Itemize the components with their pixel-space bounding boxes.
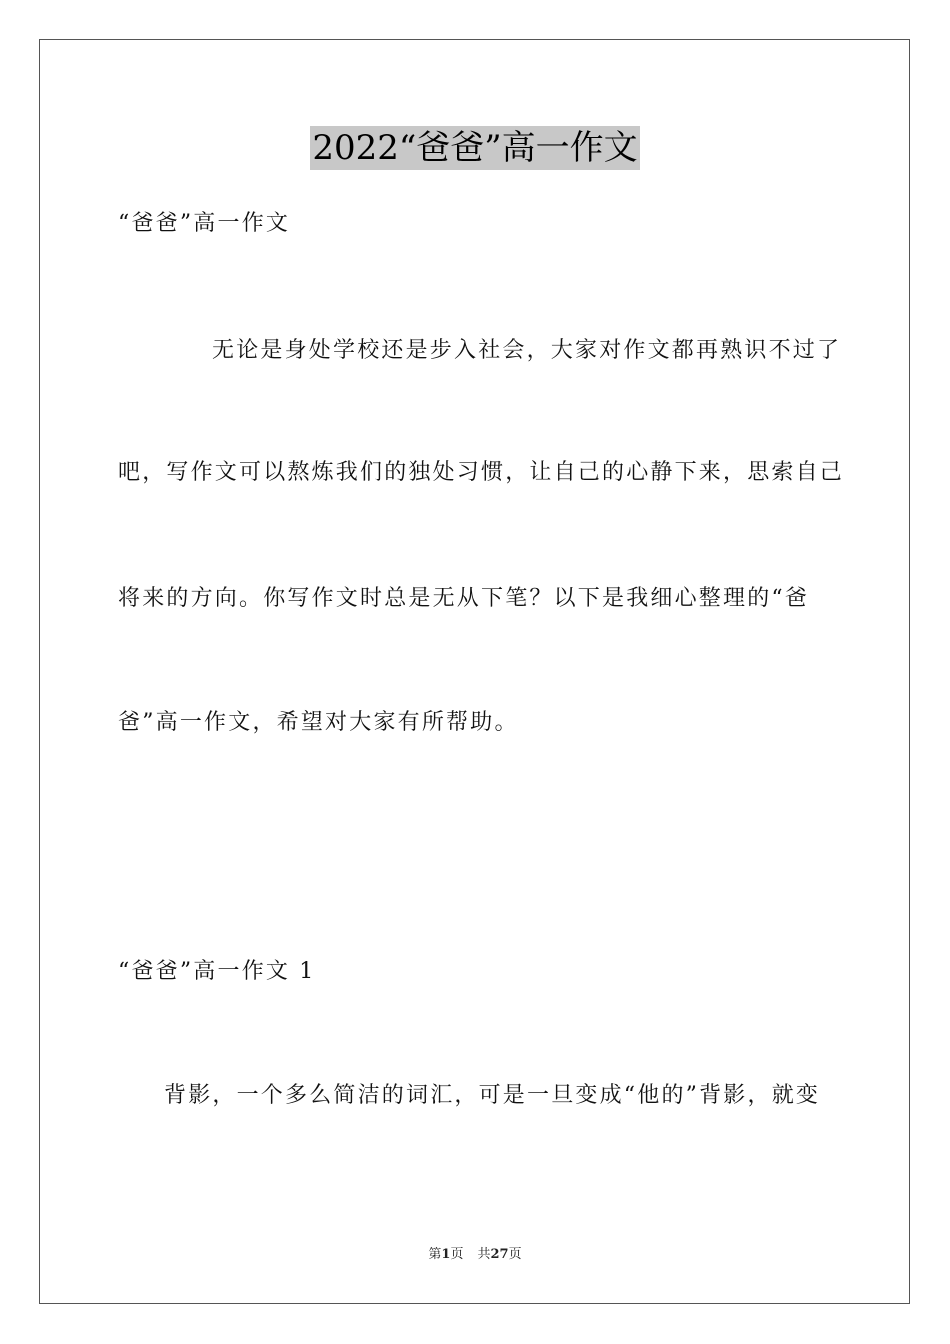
intro-line-2: 吧，写作文可以熬炼我们的独处习惯，让自己的心静下来，思索自己 (118, 460, 845, 485)
footer-total-prefix: 共 (477, 1247, 491, 1262)
intro-line-3: 将来的方向。你写作文时总是无从下笔？以下是我细心整理的“爸 (118, 586, 810, 611)
footer-total-suffix: 页 (508, 1247, 522, 1262)
intro-line-1: 无论是身处学校还是步入社会，大家对作文都再熟识不过了 (212, 338, 842, 363)
title-container (0, 126, 950, 170)
document-subtitle: “爸爸”高一作文 (118, 211, 291, 236)
page-footer (0, 1246, 950, 1264)
footer-page-prefix: 第 (428, 1247, 442, 1262)
footer-page-suffix: 页 (450, 1247, 464, 1262)
intro-line-4: 爸”高一作文，希望对大家有所帮助。 (118, 710, 519, 735)
section-line-1: 背影，一个多么简洁的词汇，可是一旦变成“他的”背影，就变 (164, 1083, 821, 1108)
footer-page-number: 1 (441, 1247, 451, 1262)
document-title: 2022“爸爸”高一作文 (312, 128, 638, 168)
section-heading: “爸爸”高一作文 1 (118, 959, 316, 984)
footer-total-pages: 27 (490, 1247, 509, 1262)
